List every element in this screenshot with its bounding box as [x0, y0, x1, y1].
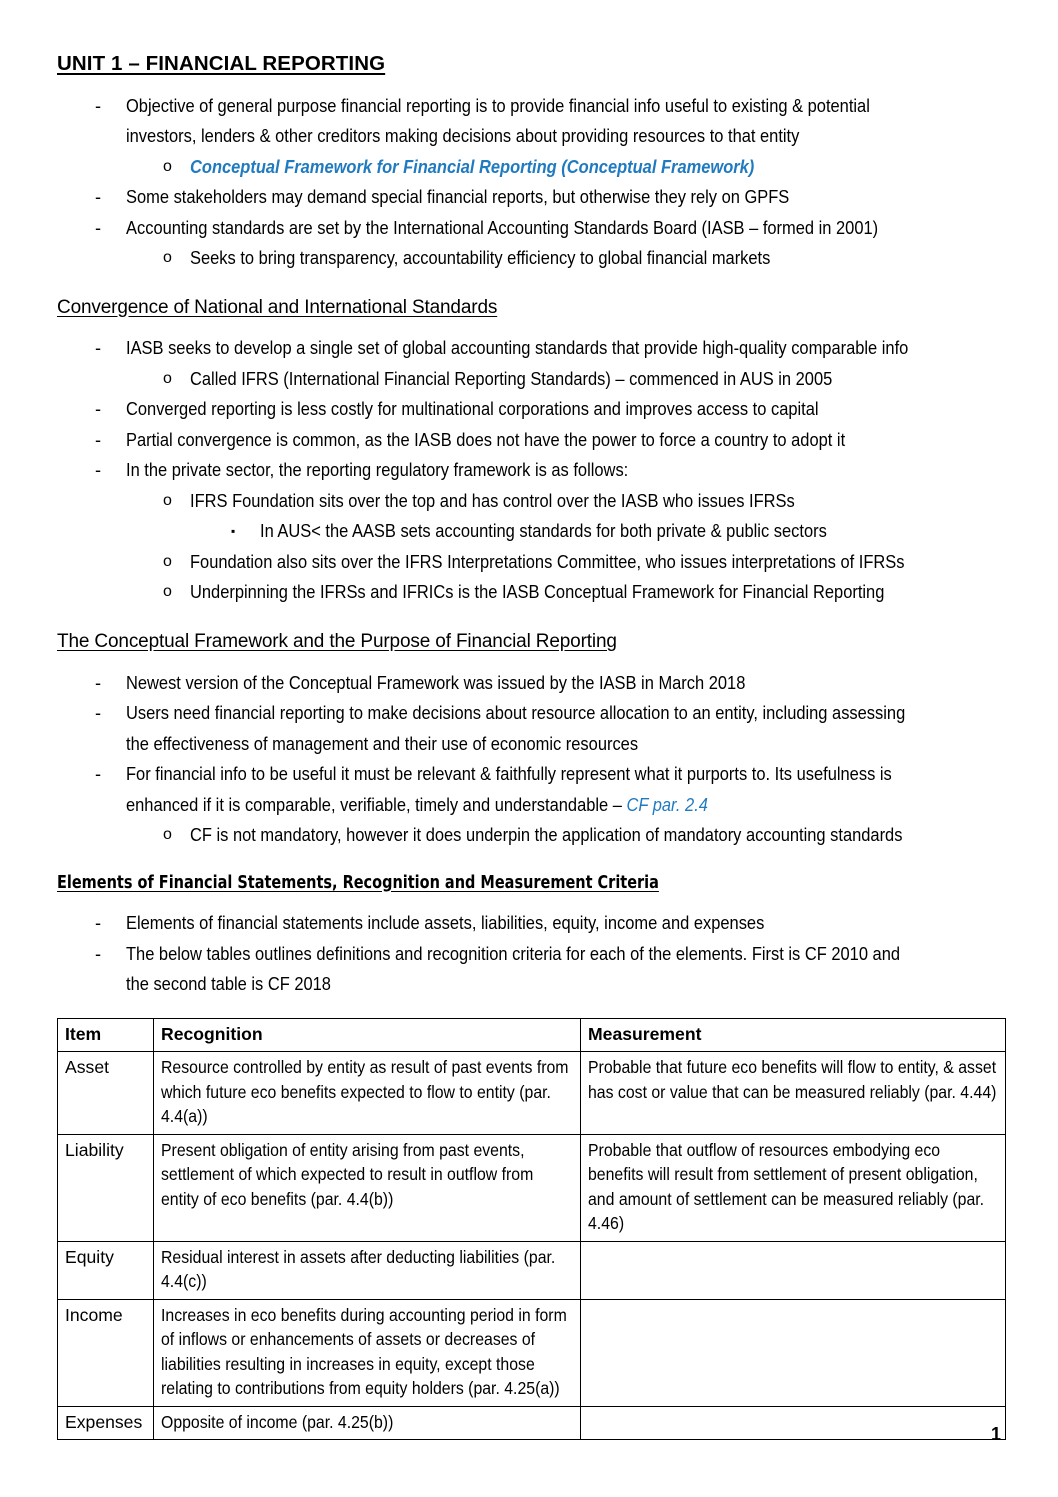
list-item-text [126, 908, 1005, 939]
column-header-item: Item [58, 1018, 154, 1052]
list-item [57, 425, 1005, 456]
list-item-text [126, 425, 1005, 456]
list-item [57, 698, 1005, 759]
bullet-marker-circle: o [163, 249, 172, 267]
list-item-label: Foundation also sits over the IFRS Interpretations Committee, who issues interpretations of IFRSs [190, 551, 905, 572]
list-item-text-accent [190, 152, 1005, 183]
list-item [57, 908, 1005, 939]
table-row [58, 1241, 1006, 1299]
bullet-marker-circle: o [163, 491, 172, 509]
list-item-text [126, 455, 1005, 486]
bullet-marker-dash: - [95, 399, 102, 420]
list-item [57, 759, 1005, 820]
bullet-marker-circle: o [163, 552, 172, 570]
list-item-label: Elements of financial statements include assets, liabilities, equity, income and expenses [126, 913, 765, 934]
bullet-marker-dash: - [95, 460, 102, 481]
list-item-label: Called IFRS (International Financial Reporting Standards) – commenced in AUS in 2005 [190, 368, 833, 389]
list-item [57, 182, 1005, 213]
list-item-label-main: For financial info to be useful it must be relevant & faithfully represent what it purports to. Its usefulness is enhanced if it is comparable, verifiable, timely and understandable – [126, 764, 892, 815]
list-item-text [260, 516, 1005, 547]
list-item-label: Objective of general purpose financial reporting is to provide financial info useful to existing & potential investors, lenders & other creditors making decisions about providing resources to that entity [126, 95, 870, 147]
cell-recognition [154, 1052, 581, 1135]
cell-measurement [581, 1299, 1006, 1406]
intro-bullet-list [57, 91, 1005, 274]
document-content [57, 52, 1005, 1440]
cell-measurement [581, 1134, 1006, 1241]
list-item-label: Converged reporting is less costly for multinational corporations and improves access to capital [126, 399, 819, 420]
section-heading-convergence: Convergence of National and International Standards [57, 296, 498, 318]
citation-reference: CF par. 2.4 [626, 794, 708, 815]
cell-recognition [154, 1241, 581, 1299]
page-title: UNIT 1 – FINANCIAL REPORTING [57, 52, 386, 75]
table-row [58, 1134, 1006, 1241]
list-item-text [126, 91, 1005, 152]
list-item-label: Some stakeholders may demand special financial reports, but otherwise they rely on GPFS [126, 187, 790, 208]
list-item-label: Users need financial reporting to make decisions about resource allocation to an entity, including assessing the effectiveness of management and their use of economic resources [126, 703, 906, 754]
table-header-row [58, 1018, 1006, 1052]
list-item-label: In the private sector, the reporting regulatory framework is as follows: [126, 460, 629, 481]
section-heading-elements: Elements of Financial Statements, Recognition and Measurement Criteria [57, 872, 659, 893]
cell-recognition [154, 1299, 581, 1406]
table-row [58, 1406, 1006, 1440]
list-item [57, 516, 1005, 547]
cell-measurement [581, 1052, 1006, 1135]
list-item [57, 213, 1005, 244]
cell-measurement [581, 1406, 1006, 1440]
list-item-text [126, 182, 1005, 213]
list-item-text [126, 698, 1005, 759]
table-row [58, 1299, 1006, 1406]
cell-recognition-text: Present obligation of entity arising from past events, settlement of which expected to result in outflow from entity of eco benefits (par. 4.4(b)) [161, 1139, 534, 1209]
list-item-text [190, 547, 1005, 578]
list-item-text [126, 333, 1005, 364]
list-item [57, 455, 1005, 486]
list-item-text [190, 364, 1005, 395]
list-item-label: Conceptual Framework for Financial Reporting (Conceptual Framework) [190, 156, 755, 177]
bullet-marker-circle: o [163, 826, 172, 844]
cell-measurement-text: Probable that outflow of resources embodying eco benefits will result from settlement of present obligation, and amount of settlement can be measured reliably (par. 4.46) [588, 1139, 985, 1234]
cell-recognition-text: Resource controlled by entity as result of past events from which future eco benefits expected to flow to entity (par. 4.4(a)) [161, 1057, 569, 1127]
list-item-text [126, 213, 1005, 244]
bullet-marker-dash: - [95, 943, 102, 964]
cf-purpose-bullet-list [57, 668, 1005, 851]
list-item [57, 333, 1005, 364]
bullet-marker-dash: - [95, 703, 102, 724]
list-item-label: IFRS Foundation sits over the top and has control over the IASB who issues IFRSs [190, 490, 795, 511]
page-number: 1 [990, 1424, 1001, 1444]
cell-measurement [581, 1241, 1006, 1299]
cell-recognition-text: Increases in eco benefits during accounting period in form of inflows or enhancements of assets or decreases of liabilities resulting in increases in equity, except those relating to contributions from equity holders (par. 4.25(a)) [161, 1304, 567, 1399]
list-item [57, 939, 1005, 1000]
list-item-text [190, 577, 1005, 608]
cell-item: Expenses [58, 1406, 154, 1440]
elements-table [57, 1018, 1006, 1441]
list-item [57, 486, 1005, 517]
bullet-marker-dash: - [95, 187, 102, 208]
cell-item: Liability [58, 1134, 154, 1241]
bullet-marker-circle: o [163, 369, 172, 387]
list-item-label: In AUS< the AASB sets accounting standards for both private & public sectors [260, 521, 827, 542]
bullet-marker-square: ▪ [231, 524, 236, 539]
list-item-text [126, 668, 1005, 699]
list-item-label: CF is not mandatory, however it does underpin the application of mandatory accounting standards [190, 825, 903, 846]
list-item-label: Partial convergence is common, as the IASB does not have the power to force a country to adopt it [126, 429, 846, 450]
list-item [57, 547, 1005, 578]
bullet-marker-dash: - [95, 95, 102, 116]
cell-recognition [154, 1406, 581, 1440]
cell-recognition-text: Residual interest in assets after deducting liabilities (par. 4.4(c)) [161, 1246, 556, 1292]
cell-recognition [154, 1134, 581, 1241]
cell-recognition-text: Opposite of income (par. 4.25(b)) [161, 1411, 394, 1432]
list-item [57, 243, 1005, 274]
bullet-marker-dash: - [95, 217, 102, 238]
table-row [58, 1052, 1006, 1135]
list-item-label: IASB seeks to develop a single set of global accounting standards that provide high-quality comparable info [126, 338, 909, 359]
list-item-label: Underpinning the IFRSs and IFRICs is the IASB Conceptual Framework for Financial Reporting [190, 582, 885, 603]
cell-measurement-text: Probable that future eco benefits will flow to entity, & asset has cost or value that can be measured reliably (par. 4.44) [588, 1057, 997, 1102]
convergence-bullet-list [57, 333, 1005, 608]
column-header-measurement: Measurement [581, 1018, 1006, 1052]
list-item [57, 820, 1005, 851]
bullet-marker-circle: o [163, 583, 172, 601]
elements-bullet-list [57, 908, 1005, 1000]
bullet-marker-dash: - [95, 429, 102, 450]
list-item-label: Seeks to bring transparency, accountability efficiency to global financial markets [190, 248, 771, 269]
list-item-text [126, 939, 1005, 1000]
list-item-label: Newest version of the Conceptual Framework was issued by the IASB in March 2018 [126, 672, 746, 693]
bullet-marker-dash: - [95, 672, 102, 693]
bullet-marker-dash: - [95, 913, 102, 934]
list-item-text [126, 759, 1005, 820]
list-item-text [126, 394, 1005, 425]
cell-item: Asset [58, 1052, 154, 1135]
bullet-marker-dash: - [95, 764, 102, 785]
list-item-label [126, 759, 921, 820]
list-item [57, 668, 1005, 699]
list-item-text [190, 820, 1005, 851]
list-item-label: The below tables outlines definitions and recognition criteria for each of the elements. First is CF 2010 and the second table is CF 2018 [126, 943, 901, 995]
list-item-label: Accounting standards are set by the International Accounting Standards Board (IASB – formed in 2001) [126, 217, 879, 238]
list-item [57, 394, 1005, 425]
list-item-text [190, 486, 1005, 517]
list-item [57, 152, 1005, 183]
section-heading-cf-purpose: The Conceptual Framework and the Purpose of Financial Reporting [57, 630, 617, 652]
list-item [57, 91, 1005, 152]
list-item [57, 364, 1005, 395]
cell-item: Income [58, 1299, 154, 1406]
cell-item: Equity [58, 1241, 154, 1299]
list-item [57, 577, 1005, 608]
bullet-marker-circle: o [163, 157, 172, 175]
bullet-marker-dash: - [95, 338, 102, 359]
column-header-recognition: Recognition [154, 1018, 581, 1052]
list-item-text [190, 243, 1005, 274]
